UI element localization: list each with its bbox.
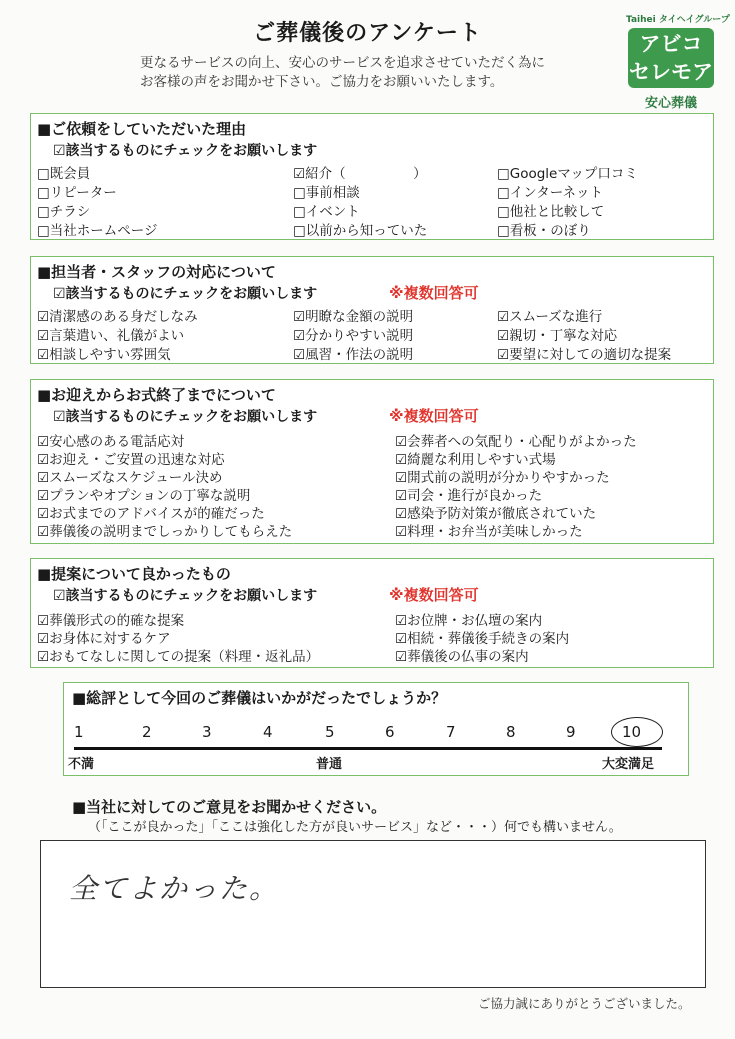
option-checkbox[interactable]: □イベント	[293, 204, 360, 220]
option-checkbox[interactable]: ☑明瞭な金額の説明	[293, 309, 414, 325]
section-ceremony	[30, 379, 714, 544]
rating-section	[63, 682, 689, 776]
opinion-title: ■当社に対してのご意見をお聞かせください。	[72, 798, 387, 816]
multi-answer-note: ※複数回答可	[389, 586, 479, 604]
rating-question: ■総評として今回のご葬儀はいかがだったでしょうか？	[72, 689, 447, 707]
page-title: ご葬儀後のアンケート	[253, 21, 482, 46]
selected-rating-circle	[611, 717, 663, 747]
option-checkbox[interactable]: □Googleマップ口コミ	[497, 166, 638, 182]
section-title: ■提案について良かったもの	[37, 565, 231, 583]
rating-scale-line	[74, 747, 662, 750]
handwritten-comment: 全てよかった。	[69, 872, 280, 905]
option-checkbox[interactable]: □以前から知っていた	[293, 223, 428, 239]
multi-answer-note: ※複数回答可	[389, 407, 479, 425]
section-proposal	[30, 558, 714, 668]
option-checkbox[interactable]: ☑要望に対しての適切な提案	[497, 347, 672, 363]
section-reason	[30, 113, 714, 240]
rating-number-7[interactable]: 7	[446, 723, 456, 741]
option-checkbox[interactable]: ☑おもてなしに関しての提案（料理・返礼品）	[37, 649, 320, 665]
logo-brand: Taihei タイヘイグループ	[626, 15, 730, 25]
opinion-textbox[interactable]	[40, 840, 706, 988]
logo	[628, 28, 714, 88]
option-checkbox[interactable]: □チラシ	[37, 204, 91, 220]
option-checkbox[interactable]: ☑分かりやすい説明	[293, 328, 414, 344]
option-checkbox[interactable]: □事前相談	[293, 185, 360, 201]
section-title: ■お迎えからお式終了までについて	[37, 386, 276, 404]
section-title: ■担当者・スタッフの対応について	[37, 263, 276, 281]
option-checkbox[interactable]: ☑お位牌・お仏壇の案内	[395, 613, 543, 629]
rating-number-10[interactable]: 10	[622, 723, 642, 741]
option-checkbox[interactable]: ☑料理・お弁当が美味しかった	[395, 524, 583, 540]
scale-label-high: 大変満足	[602, 757, 655, 772]
rating-number-2[interactable]: 2	[142, 723, 152, 741]
option-checkbox[interactable]: ☑綺麗な利用しやすい式場	[395, 452, 556, 468]
option-checkbox[interactable]: □他社と比較して	[497, 204, 605, 220]
rating-number-9[interactable]: 9	[566, 723, 576, 741]
section-instruction: ☑該当するものにチェックをお願いします	[53, 409, 318, 425]
rating-number-6[interactable]: 6	[385, 723, 395, 741]
option-checkbox[interactable]: ☑紹介（ ）	[293, 166, 427, 182]
option-checkbox[interactable]: ☑スムーズな進行	[497, 309, 603, 325]
option-checkbox[interactable]: ☑言葉遣い、礼儀がよい	[37, 328, 185, 344]
option-checkbox[interactable]: ☑葬儀後の説明までしっかりしてもらえた	[37, 524, 293, 540]
option-checkbox[interactable]: ☑葬儀後の仏事の案内	[395, 649, 529, 665]
option-checkbox[interactable]: □当社ホームページ	[37, 223, 158, 239]
section-staff	[30, 256, 714, 364]
intro-line-2: お客様の声をお聞かせ下さい。ご協力をお願いいたします。	[140, 74, 504, 90]
section-title: ■ご依頼をしていただいた理由	[37, 120, 247, 138]
option-checkbox[interactable]: □看板・のぼり	[497, 223, 591, 239]
option-checkbox[interactable]: □リピーター	[37, 185, 117, 201]
option-checkbox[interactable]: ☑相談しやすい雰囲気	[37, 347, 171, 363]
intro-line-1: 更なるサービスの向上、安心のサービスを追求させていただく為に	[140, 55, 545, 71]
option-checkbox[interactable]: ☑清潔感のある身だしなみ	[37, 309, 198, 325]
option-checkbox[interactable]: ☑風習・作法の説明	[293, 347, 414, 363]
option-checkbox[interactable]: ☑司会・進行が良かった	[395, 488, 543, 504]
rating-number-5[interactable]: 5	[325, 723, 335, 741]
opinion-subtitle: （「ここが良かった」「ここは強化した方が良いサービス」など・・・）何でも構いません。	[88, 820, 622, 835]
rating-number-4[interactable]: 4	[263, 723, 273, 741]
option-checkbox[interactable]: ☑プランやオプションの丁寧な説明	[37, 488, 251, 504]
rating-number-3[interactable]: 3	[202, 723, 212, 741]
option-checkbox[interactable]: ☑会葬者への気配り・心配りがよかった	[395, 434, 637, 450]
option-checkbox[interactable]: ☑スムーズなスケジュール決め	[37, 470, 223, 486]
option-checkbox[interactable]: ☑お式までのアドバイスが的確だった	[37, 506, 265, 522]
option-checkbox[interactable]: ☑安心感のある電話応対	[37, 434, 185, 450]
option-checkbox[interactable]: ☑相続・葬儀後手続きの案内	[395, 631, 570, 647]
rating-number-1[interactable]: 1	[74, 723, 84, 741]
section-instruction: ☑該当するものにチェックをお願いします	[53, 143, 318, 159]
logo-name-1: アビコ	[639, 32, 703, 56]
scale-label-mid: 普通	[316, 757, 343, 772]
option-checkbox[interactable]: ☑開式前の説明が分かりやすかった	[395, 470, 610, 486]
option-checkbox[interactable]: ☑葬儀形式の的確な提案	[37, 613, 185, 629]
option-checkbox[interactable]: ☑お迎え・ご安置の迅速な対応	[37, 452, 225, 468]
scale-label-low: 不満	[68, 757, 95, 772]
intro-text	[140, 54, 620, 92]
logo-name-2: セレモア	[629, 60, 713, 84]
section-instruction: ☑該当するものにチェックをお願いします	[53, 588, 318, 604]
section-instruction: ☑該当するものにチェックをお願いします	[53, 286, 318, 302]
multi-answer-note: ※複数回答可	[389, 284, 479, 302]
option-checkbox[interactable]: ☑感染予防対策が徹底されていた	[395, 506, 597, 522]
option-checkbox[interactable]: ☑お身体に対するケア	[37, 631, 171, 647]
option-checkbox[interactable]: □既会員	[37, 166, 91, 182]
logo-subtitle: 安心葬儀	[644, 96, 697, 111]
footer-thanks: ご協力誠にありがとうございました。	[478, 996, 691, 1011]
option-checkbox[interactable]: □インターネット	[497, 185, 604, 201]
option-checkbox[interactable]: ☑親切・丁寧な対応	[497, 328, 618, 344]
rating-number-8[interactable]: 8	[506, 723, 516, 741]
